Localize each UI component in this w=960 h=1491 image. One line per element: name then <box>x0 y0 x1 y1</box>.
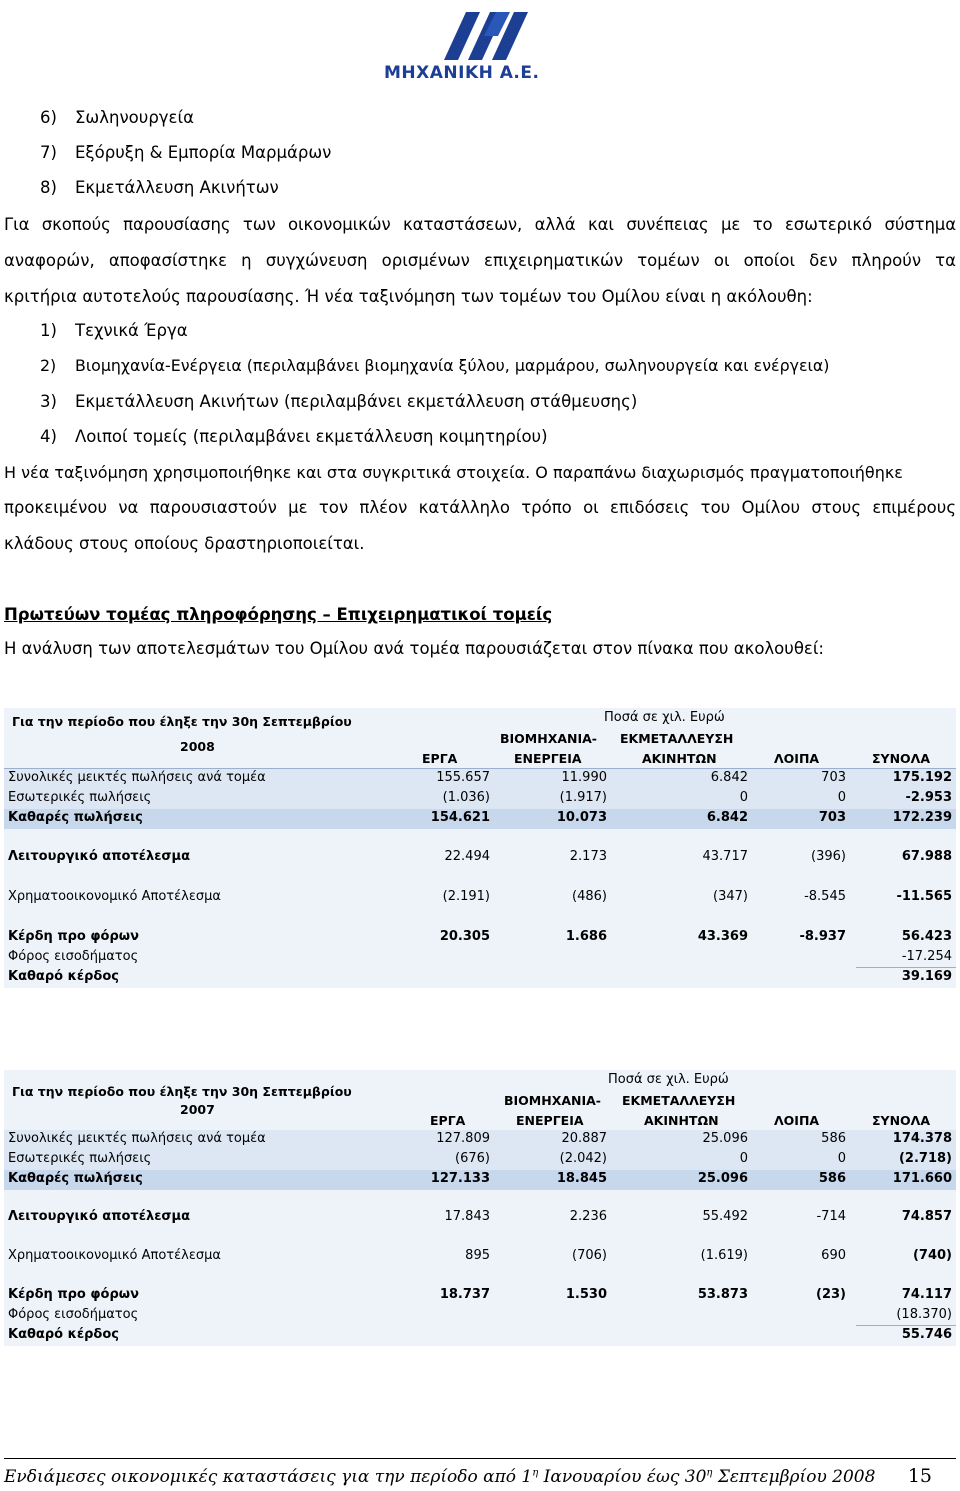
logo-mark-icon <box>384 6 580 62</box>
column-header: ΕΚΜΕΤΑΛΛΕΥΣΗ <box>622 1093 736 1108</box>
paragraph-line: αναφορών, αποφασίστηκε η συγχώνευση ορισμένων επιχειρηματικών τομέων οι οποίοι δεν πληρούν τα <box>4 251 956 270</box>
column-header: ΑΚΙΝΗΤΩΝ <box>642 751 717 766</box>
column-header: ΕΝΕΡΓΕΙΑ <box>516 1113 584 1128</box>
table-row: Καθαρό κέρδος 55.746 <box>8 1327 952 1342</box>
segment-table-2007 <box>4 1070 956 1346</box>
logo-text: ΜΗΧΑΝΙΚΗ Α.Ε. <box>384 63 540 83</box>
table-row: Καθαρές πωλήσεις 127.133 18.845 25.096 586 171.660 <box>4 1170 956 1190</box>
paragraph-line: κλάδους στους οποίους δραστηριοποιείται. <box>4 534 365 553</box>
segment-table-2008 <box>4 708 956 988</box>
table-row: Εσωτερικές πωλήσεις (676) (2.042) 0 0 (2.718) <box>4 1150 956 1170</box>
paragraph-line: Η νέα ταξινόμηση χρησιμοποιήθηκε και στα συγκριτικά στοιχεία. Ο παραπάνω διαχωρισμός πραγματοποιήθηκε <box>4 463 903 482</box>
paragraph-line: Για σκοπούς παρουσίασης των οικονομικών καταστάσεων, αλλά και συνέπειας με το εσωτερικό σύστημα <box>4 215 956 234</box>
table-row: Εσωτερικές πωλήσεις (1.036) (1.917) 0 0 -2.953 <box>4 789 956 809</box>
column-header: ΒΙΟΜΗΧΑΝΙΑ- <box>504 1093 601 1108</box>
table-row: Φόρος εισοδήματος -17.254 <box>8 949 952 964</box>
period-title: Για την περίοδο που έληξε την 30η Σεπτεμβρίου <box>12 1084 352 1099</box>
column-header: ΒΙΟΜΗΧΑΝΙΑ- <box>500 731 597 746</box>
column-header: ΕΝΕΡΓΕΙΑ <box>514 751 582 766</box>
period-year: 2007 <box>180 1102 215 1117</box>
paragraph-line: προκειμένου να παρουσιαστούν με τον πλέον κατάλληλο τρόπο οι επιδόσεις του Ομίλου στους επιμέρους <box>4 498 956 517</box>
footer-text: Ενδιάμεσες οικονομικές καταστάσεις για την περίοδο από $1^\eta$ Ιανουαρίου έως $30^\eta$ Σεπτεμβρίου 2008 <box>4 1467 876 1487</box>
column-header: ΕΡΓΑ <box>422 751 458 766</box>
table-row: Καθαρό κέρδος 39.169 <box>8 969 952 984</box>
column-header: ΛΟΙΠΑ <box>774 1113 820 1128</box>
footer-divider <box>4 1458 956 1459</box>
column-header: ΣΥΝΟΛΑ <box>872 1113 931 1128</box>
table-row: Φόρος εισοδήματος (18.370) <box>8 1307 952 1322</box>
period-year: 2008 <box>180 739 215 754</box>
section-heading: Πρωτεύων τομέας πληροφόρησης – Επιχειρηματικοί τομείς <box>4 605 553 624</box>
amounts-note: Ποσά σε χιλ. Ευρώ <box>608 1072 729 1087</box>
table-row: Χρηματοοικονομικό Αποτέλεσμα (2.191) (486) (347) -8.545 -11.565 <box>8 889 952 904</box>
table-row: Λειτουργικό αποτέλεσμα 22.494 2.173 43.717 (396) 67.988 <box>8 849 952 864</box>
column-header: ΕΚΜΕΤΑΛΛΕΥΣΗ <box>620 731 734 746</box>
paragraph-line: κριτήρια αυτοτελούς παρουσίασης. Ή νέα ταξινόμηση των τομέων του Ομίλου είναι η ακόλουθη: <box>4 287 813 306</box>
company-logo <box>384 6 580 82</box>
table-row: Κέρδη προ φόρων 18.737 1.530 53.873 (23) 74.117 <box>8 1287 952 1302</box>
column-header: ΛΟΙΠΑ <box>774 751 820 766</box>
period-title: Για την περίοδο που έληξε την 30η Σεπτεμβρίου <box>12 714 352 729</box>
table-row: Χρηματοοικονομικό Αποτέλεσμα 895 (706) (1.619) 690 (740) <box>8 1248 952 1263</box>
amounts-note: Ποσά σε χιλ. Ευρώ <box>604 710 725 725</box>
page-number: 15 <box>907 1465 932 1487</box>
table-row: Συνολικές μεικτές πωλήσεις ανά τομέα 155.657 11.990 6.842 703 175.192 <box>4 769 956 789</box>
column-header: ΑΚΙΝΗΤΩΝ <box>644 1113 719 1128</box>
section-intro: Η ανάλυση των αποτελεσμάτων του Ομίλου ανά τομέα παρουσιάζεται στον πίνακα που ακολουθεί: <box>4 639 824 658</box>
table-row: Λειτουργικό αποτέλεσμα 17.843 2.236 55.492 -714 74.857 <box>8 1209 952 1224</box>
column-header: ΣΥΝΟΛΑ <box>872 751 931 766</box>
column-header: ΕΡΓΑ <box>430 1113 466 1128</box>
table-row: Καθαρές πωλήσεις 154.621 10.073 6.842 703 172.239 <box>4 809 956 829</box>
table-row: Συνολικές μεικτές πωλήσεις ανά τομέα 127.809 20.887 25.096 586 174.378 <box>4 1130 956 1150</box>
table-row: Κέρδη προ φόρων 20.305 1.686 43.369 -8.937 56.423 <box>8 929 952 944</box>
